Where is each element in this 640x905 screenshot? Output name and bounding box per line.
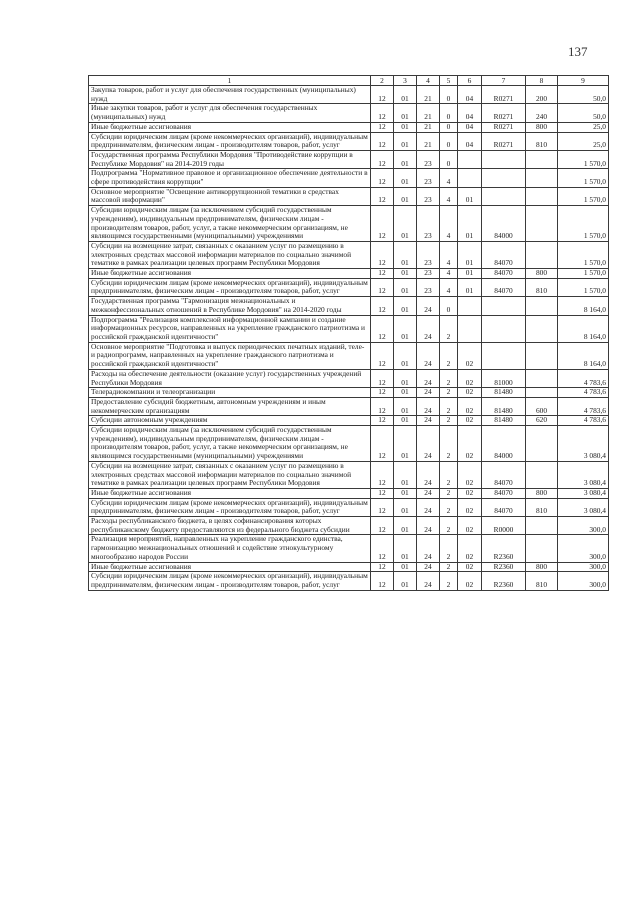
table-row <box>89 278 609 296</box>
amount: 4 783,6 <box>558 369 609 387</box>
header-row <box>89 76 609 86</box>
table-row <box>89 206 609 242</box>
column-header: 6 <box>458 76 482 86</box>
type-code: 810 <box>526 278 558 296</box>
amount: 1 570,0 <box>558 278 609 296</box>
program-code: 24 <box>417 517 440 535</box>
program-code: 21 <box>417 122 440 132</box>
type-code: 800 <box>526 562 558 572</box>
table-row <box>89 488 609 498</box>
program-code: 21 <box>417 86 440 104</box>
expense-code <box>482 342 526 369</box>
event-code: 01 <box>458 269 482 279</box>
subsection-code: 01 <box>394 535 417 562</box>
amount: 3 080,4 <box>558 461 609 488</box>
section-code: 12 <box>371 315 394 342</box>
row-name: Закупка товаров, работ и услуг для обеспечения государственных (муниципальных) нужд <box>89 86 371 104</box>
section-code: 12 <box>371 150 394 168</box>
subsection-code: 01 <box>394 297 417 315</box>
expense-code: 81480 <box>482 388 526 398</box>
program-code: 24 <box>417 397 440 415</box>
budget-table <box>88 75 609 591</box>
amount: 1 570,0 <box>558 187 609 205</box>
amount: 8 164,0 <box>558 315 609 342</box>
table-row <box>89 104 609 122</box>
subprogram-code: 2 <box>440 562 458 572</box>
subsection-code: 01 <box>394 416 417 426</box>
event-code: 02 <box>458 416 482 426</box>
subsection-code: 01 <box>394 397 417 415</box>
amount: 4 783,6 <box>558 416 609 426</box>
event-code: 02 <box>458 517 482 535</box>
section-code: 12 <box>371 169 394 187</box>
type-code: 800 <box>526 122 558 132</box>
table-row <box>89 122 609 132</box>
amount: 300,0 <box>558 535 609 562</box>
subsection-code: 01 <box>394 150 417 168</box>
amount: 1 570,0 <box>558 150 609 168</box>
subprogram-code: 4 <box>440 169 458 187</box>
section-code: 12 <box>371 535 394 562</box>
row-name: Расходы на обеспечение деятельности (оказание услуг) государственных учреждений Республики Мордовия <box>89 369 371 387</box>
program-code: 24 <box>417 562 440 572</box>
row-name: Основное мероприятие "Подготовка и выпуск периодических печатных изданий, теле- и радиопрограмм, направленных на укрепление гражданского патриотизма и российской гражданской идентичности" <box>89 342 371 369</box>
row-name: Подпрограмма "Нормативное правовое и организационное обеспечение деятельности в сфере противодействия коррупции" <box>89 169 371 187</box>
column-header: 4 <box>417 76 440 86</box>
subprogram-code: 2 <box>440 498 458 516</box>
subprogram-code: 2 <box>440 315 458 342</box>
event-code: 01 <box>458 278 482 296</box>
table-row <box>89 169 609 187</box>
row-name: Субсидии юридическим лицам (кроме некоммерческих организаций), индивидуальным предпринимателям, физическим лицам - производителям товаров, работ, услуг <box>89 278 371 296</box>
section-code: 12 <box>371 278 394 296</box>
table-row <box>89 535 609 562</box>
row-name: Государственная программа Республики Мордовия "Противодействие коррупции в Республике Мордовия" на 2014-2019 годы <box>89 150 371 168</box>
expense-code <box>482 315 526 342</box>
table-row <box>89 397 609 415</box>
event-code: 01 <box>458 206 482 242</box>
subsection-code: 01 <box>394 342 417 369</box>
table-row <box>89 86 609 104</box>
section-code: 12 <box>371 416 394 426</box>
table-row <box>89 416 609 426</box>
section-code: 12 <box>371 86 394 104</box>
subprogram-code: 2 <box>440 416 458 426</box>
program-code: 23 <box>417 150 440 168</box>
row-name: Иные бюджетные ассигнования <box>89 269 371 279</box>
column-header: 9 <box>558 76 609 86</box>
event-code: 02 <box>458 397 482 415</box>
subprogram-code: 0 <box>440 297 458 315</box>
subprogram-code: 4 <box>440 278 458 296</box>
program-code: 21 <box>417 104 440 122</box>
section-code: 12 <box>371 461 394 488</box>
expense-code: 84070 <box>482 488 526 498</box>
type-code: 810 <box>526 572 558 590</box>
subprogram-code: 2 <box>440 342 458 369</box>
column-header: 2 <box>371 76 394 86</box>
event-code: 01 <box>458 187 482 205</box>
event-code: 02 <box>458 388 482 398</box>
column-header: 5 <box>440 76 458 86</box>
event-code: 02 <box>458 572 482 590</box>
amount: 8 164,0 <box>558 297 609 315</box>
row-name: Субсидии на возмещение затрат, связанных с оказанием услуг по размещению в электронных средствах массовой информации материалов по социально значимой тематике в рамках реализации целевых программ Республики Мордовия <box>89 241 371 268</box>
column-header: 3 <box>394 76 417 86</box>
type-code <box>526 369 558 387</box>
type-code <box>526 297 558 315</box>
row-name: Основное мероприятие "Освещение антикоррупционной тематики в средствах массовой информации" <box>89 187 371 205</box>
amount: 300,0 <box>558 572 609 590</box>
event-code <box>458 150 482 168</box>
type-code <box>526 426 558 462</box>
subprogram-code: 0 <box>440 122 458 132</box>
row-name: Расходы республиканского бюджета, в целях софинансирования которых республиканскому бюджету предоставляются из федерального бюджета субсидии <box>89 517 371 535</box>
subprogram-code: 2 <box>440 535 458 562</box>
event-code: 02 <box>458 342 482 369</box>
program-code: 24 <box>417 572 440 590</box>
section-code: 12 <box>371 187 394 205</box>
subprogram-code: 0 <box>440 86 458 104</box>
expense-code: 84000 <box>482 426 526 462</box>
expense-code: 84070 <box>482 461 526 488</box>
program-code: 24 <box>417 498 440 516</box>
expense-code: 84070 <box>482 278 526 296</box>
section-code: 12 <box>371 269 394 279</box>
row-name: Субсидии юридическим лицам (кроме некоммерческих организаций), индивидуальным предпринимателям, физическим лицам - производителям товаров, работ, услуг <box>89 498 371 516</box>
subprogram-code: 4 <box>440 241 458 268</box>
amount: 25,0 <box>558 122 609 132</box>
column-header: 7 <box>482 76 526 86</box>
row-name: Субсидии на возмещение затрат, связанных с оказанием услуг по размещению в электронных средствах массовой информации материалов по социально значимой тематике в рамках реализации целевых программ Республики Мордовия <box>89 461 371 488</box>
expense-code: 84070 <box>482 498 526 516</box>
amount: 8 164,0 <box>558 342 609 369</box>
row-name: Иные бюджетные ассигнования <box>89 488 371 498</box>
program-code: 23 <box>417 241 440 268</box>
event-code: 04 <box>458 122 482 132</box>
row-name: Реализация мероприятий, направленных на укрепление гражданского единства, гармонизацию межнациональных отношений и содействие этнокультурному многообразию народов России <box>89 535 371 562</box>
program-code: 23 <box>417 169 440 187</box>
amount: 50,0 <box>558 86 609 104</box>
event-code <box>458 169 482 187</box>
amount: 3 080,4 <box>558 426 609 462</box>
table-row <box>89 498 609 516</box>
subsection-code: 01 <box>394 269 417 279</box>
expense-code: R2360 <box>482 572 526 590</box>
program-code: 24 <box>417 342 440 369</box>
type-code: 200 <box>526 86 558 104</box>
program-code: 24 <box>417 535 440 562</box>
event-code: 02 <box>458 498 482 516</box>
table-row <box>89 426 609 462</box>
program-code: 24 <box>417 461 440 488</box>
column-header: 1 <box>89 76 371 86</box>
table-row <box>89 517 609 535</box>
program-code: 23 <box>417 278 440 296</box>
subsection-code: 01 <box>394 86 417 104</box>
subprogram-code: 2 <box>440 488 458 498</box>
subprogram-code: 2 <box>440 572 458 590</box>
section-code: 12 <box>371 297 394 315</box>
subsection-code: 01 <box>394 388 417 398</box>
subsection-code: 01 <box>394 278 417 296</box>
program-code: 24 <box>417 297 440 315</box>
section-code: 12 <box>371 388 394 398</box>
row-name: Субсидии юридическим лицам (кроме некоммерческих организаций), индивидуальным предпринимателям, физическим лицам - производителям товаров, работ, услуг <box>89 132 371 150</box>
type-code: 810 <box>526 498 558 516</box>
table-row <box>89 187 609 205</box>
event-code: 02 <box>458 488 482 498</box>
subsection-code: 01 <box>394 461 417 488</box>
type-code: 240 <box>526 104 558 122</box>
table-row <box>89 562 609 572</box>
subsection-code: 01 <box>394 206 417 242</box>
event-code: 02 <box>458 461 482 488</box>
subprogram-code: 2 <box>440 397 458 415</box>
section-code: 12 <box>371 132 394 150</box>
subprogram-code: 4 <box>440 206 458 242</box>
type-code <box>526 461 558 488</box>
section-code: 12 <box>371 369 394 387</box>
row-name: Иные бюджетные ассигнования <box>89 562 371 572</box>
type-code <box>526 535 558 562</box>
program-code: 24 <box>417 416 440 426</box>
subprogram-code: 0 <box>440 104 458 122</box>
row-name: Подпрограмма "Реализация комплексной информационной кампании и создание информационных ресурсов, направленных на укрепление гражданского патриотизма и российской гражданской идентичности" <box>89 315 371 342</box>
section-code: 12 <box>371 122 394 132</box>
amount: 1 570,0 <box>558 269 609 279</box>
subprogram-code: 4 <box>440 269 458 279</box>
subprogram-code: 2 <box>440 461 458 488</box>
expense-code: 84070 <box>482 269 526 279</box>
amount: 300,0 <box>558 562 609 572</box>
row-name: Субсидии юридическим лицам (за исключением субсидий государственным учреждениям), индивидуальным предпринимателям, физическим лицам - производителям товаров, работ, услуг, а также некоммерческим организациям, не являющимся государственными (муниципальными) учреждениями <box>89 206 371 242</box>
type-code <box>526 187 558 205</box>
event-code: 02 <box>458 369 482 387</box>
section-code: 12 <box>371 426 394 462</box>
program-code: 24 <box>417 426 440 462</box>
table-row <box>89 241 609 268</box>
type-code <box>526 206 558 242</box>
section-code: 12 <box>371 517 394 535</box>
event-code: 02 <box>458 535 482 562</box>
expense-code <box>482 169 526 187</box>
expense-code: 81480 <box>482 397 526 415</box>
subprogram-code: 2 <box>440 517 458 535</box>
subsection-code: 01 <box>394 169 417 187</box>
program-code: 23 <box>417 187 440 205</box>
expense-code: R0000 <box>482 517 526 535</box>
subsection-code: 01 <box>394 132 417 150</box>
event-code: 04 <box>458 132 482 150</box>
expense-code: 84070 <box>482 241 526 268</box>
section-code: 12 <box>371 342 394 369</box>
type-code <box>526 517 558 535</box>
section-code: 12 <box>371 562 394 572</box>
expense-code: 81480 <box>482 416 526 426</box>
row-name: Субсидии юридическим лицам (кроме некоммерческих организаций), индивидуальным предпринимателям, физическим лицам - производителям товаров, работ, услуг <box>89 572 371 590</box>
subprogram-code: 0 <box>440 150 458 168</box>
expense-code: R2360 <box>482 562 526 572</box>
table-row <box>89 315 609 342</box>
section-code: 12 <box>371 488 394 498</box>
program-code: 23 <box>417 269 440 279</box>
subsection-code: 01 <box>394 572 417 590</box>
subsection-code: 01 <box>394 426 417 462</box>
type-code: 800 <box>526 269 558 279</box>
subprogram-code: 4 <box>440 187 458 205</box>
type-code <box>526 241 558 268</box>
table-row <box>89 461 609 488</box>
type-code: 810 <box>526 132 558 150</box>
program-code: 21 <box>417 132 440 150</box>
subprogram-code: 2 <box>440 426 458 462</box>
amount: 1 570,0 <box>558 169 609 187</box>
amount: 1 570,0 <box>558 206 609 242</box>
subsection-code: 01 <box>394 517 417 535</box>
expense-code: R0271 <box>482 86 526 104</box>
expense-code <box>482 187 526 205</box>
type-code: 620 <box>526 416 558 426</box>
section-code: 12 <box>371 241 394 268</box>
section-code: 12 <box>371 206 394 242</box>
section-code: 12 <box>371 397 394 415</box>
subsection-code: 01 <box>394 498 417 516</box>
subprogram-code: 2 <box>440 388 458 398</box>
table-row <box>89 369 609 387</box>
type-code <box>526 169 558 187</box>
expense-code: R2360 <box>482 535 526 562</box>
row-name: Иные закупки товаров, работ и услуг для обеспечения государственных (муниципальных) нужд <box>89 104 371 122</box>
section-code: 12 <box>371 572 394 590</box>
table-row <box>89 572 609 590</box>
subsection-code: 01 <box>394 122 417 132</box>
program-code: 24 <box>417 315 440 342</box>
row-name: Государственная программа "Гармонизация межнациональных и межконфессиональных отношений в Республике Мордовия" на 2014-2020 годы <box>89 297 371 315</box>
expense-code <box>482 297 526 315</box>
type-code: 800 <box>526 488 558 498</box>
event-code <box>458 315 482 342</box>
amount: 4 783,6 <box>558 388 609 398</box>
event-code: 01 <box>458 241 482 268</box>
section-code: 12 <box>371 498 394 516</box>
type-code: 600 <box>526 397 558 415</box>
amount: 1 570,0 <box>558 241 609 268</box>
expense-code: R0271 <box>482 122 526 132</box>
subsection-code: 01 <box>394 488 417 498</box>
row-name: Субсидии автономным учреждениям <box>89 416 371 426</box>
expense-code: 84000 <box>482 206 526 242</box>
table-row <box>89 150 609 168</box>
table-row <box>89 269 609 279</box>
table-row <box>89 132 609 150</box>
column-header: 8 <box>526 76 558 86</box>
amount: 3 080,4 <box>558 498 609 516</box>
subprogram-code: 2 <box>440 369 458 387</box>
row-name: Предоставление субсидий бюджетным, автономным учреждениям и иным некоммерческим организациям <box>89 397 371 415</box>
amount: 300,0 <box>558 517 609 535</box>
subsection-code: 01 <box>394 315 417 342</box>
subsection-code: 01 <box>394 241 417 268</box>
program-code: 24 <box>417 488 440 498</box>
subsection-code: 01 <box>394 562 417 572</box>
amount: 25,0 <box>558 132 609 150</box>
event-code: 04 <box>458 86 482 104</box>
row-name: Субсидии юридическим лицам (за исключением субсидий государственным учреждениям), индивидуальным предпринимателям, физическим лицам - производителям товаров, работ, услуг, а также некоммерческим организациям, не являющимся государственными (муниципальными) учреждениями <box>89 426 371 462</box>
table-row <box>89 297 609 315</box>
type-code <box>526 342 558 369</box>
table-row <box>89 388 609 398</box>
subsection-code: 01 <box>394 104 417 122</box>
page-number: 137 <box>568 44 588 59</box>
subsection-code: 01 <box>394 369 417 387</box>
event-code: 02 <box>458 426 482 462</box>
program-code: 23 <box>417 206 440 242</box>
event-code: 02 <box>458 562 482 572</box>
subsection-code: 01 <box>394 187 417 205</box>
program-code: 24 <box>417 388 440 398</box>
expense-code: 81000 <box>482 369 526 387</box>
amount: 3 080,4 <box>558 488 609 498</box>
row-name: Иные бюджетные ассигнования <box>89 122 371 132</box>
type-code <box>526 388 558 398</box>
amount: 4 783,6 <box>558 397 609 415</box>
row-name: Телерадиокомпании и телеорганизации <box>89 388 371 398</box>
event-code <box>458 297 482 315</box>
expense-code: R0271 <box>482 132 526 150</box>
table-row <box>89 342 609 369</box>
amount: 50,0 <box>558 104 609 122</box>
expense-code: R0271 <box>482 104 526 122</box>
event-code: 04 <box>458 104 482 122</box>
type-code <box>526 150 558 168</box>
type-code <box>526 315 558 342</box>
section-code: 12 <box>371 104 394 122</box>
program-code: 24 <box>417 369 440 387</box>
expense-code <box>482 150 526 168</box>
subprogram-code: 0 <box>440 132 458 150</box>
